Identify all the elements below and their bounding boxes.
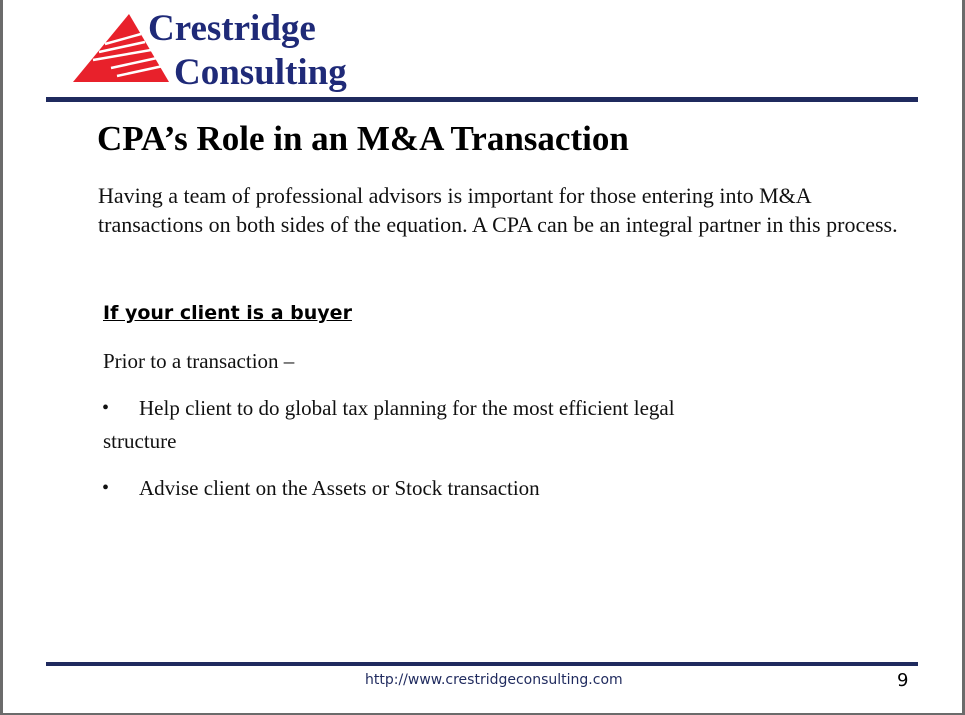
bullet-item-text: Advise client on the Assets or Stock transaction (139, 476, 540, 500)
bullet-marker: • (102, 477, 110, 499)
bullet-item-continuation: structure (103, 429, 177, 453)
section-subheading: If your client is a buyer (103, 302, 352, 324)
bullet-item-text: Help client to do global tax planning for the most efficient legal (139, 396, 675, 420)
footer-divider (46, 662, 918, 666)
intro-paragraph: Having a team of professional advisors is important for those entering into M&A transactions on both sides of the equation. A CPA can be an integral partner in this process. (98, 183, 898, 237)
bullet-marker: • (102, 397, 110, 419)
header-divider (46, 97, 918, 102)
lead-in-text: Prior to a transaction – (103, 349, 295, 373)
brand-name-line2: Consulting (174, 52, 347, 93)
footer-website-link[interactable]: http://www.crestridgeconsulting.com (365, 672, 623, 688)
page-number: 9 (897, 670, 909, 691)
brand-name-line1: Crestridge (148, 8, 316, 49)
slide-title: CPA’s Role in an M&A Transaction (97, 119, 629, 158)
